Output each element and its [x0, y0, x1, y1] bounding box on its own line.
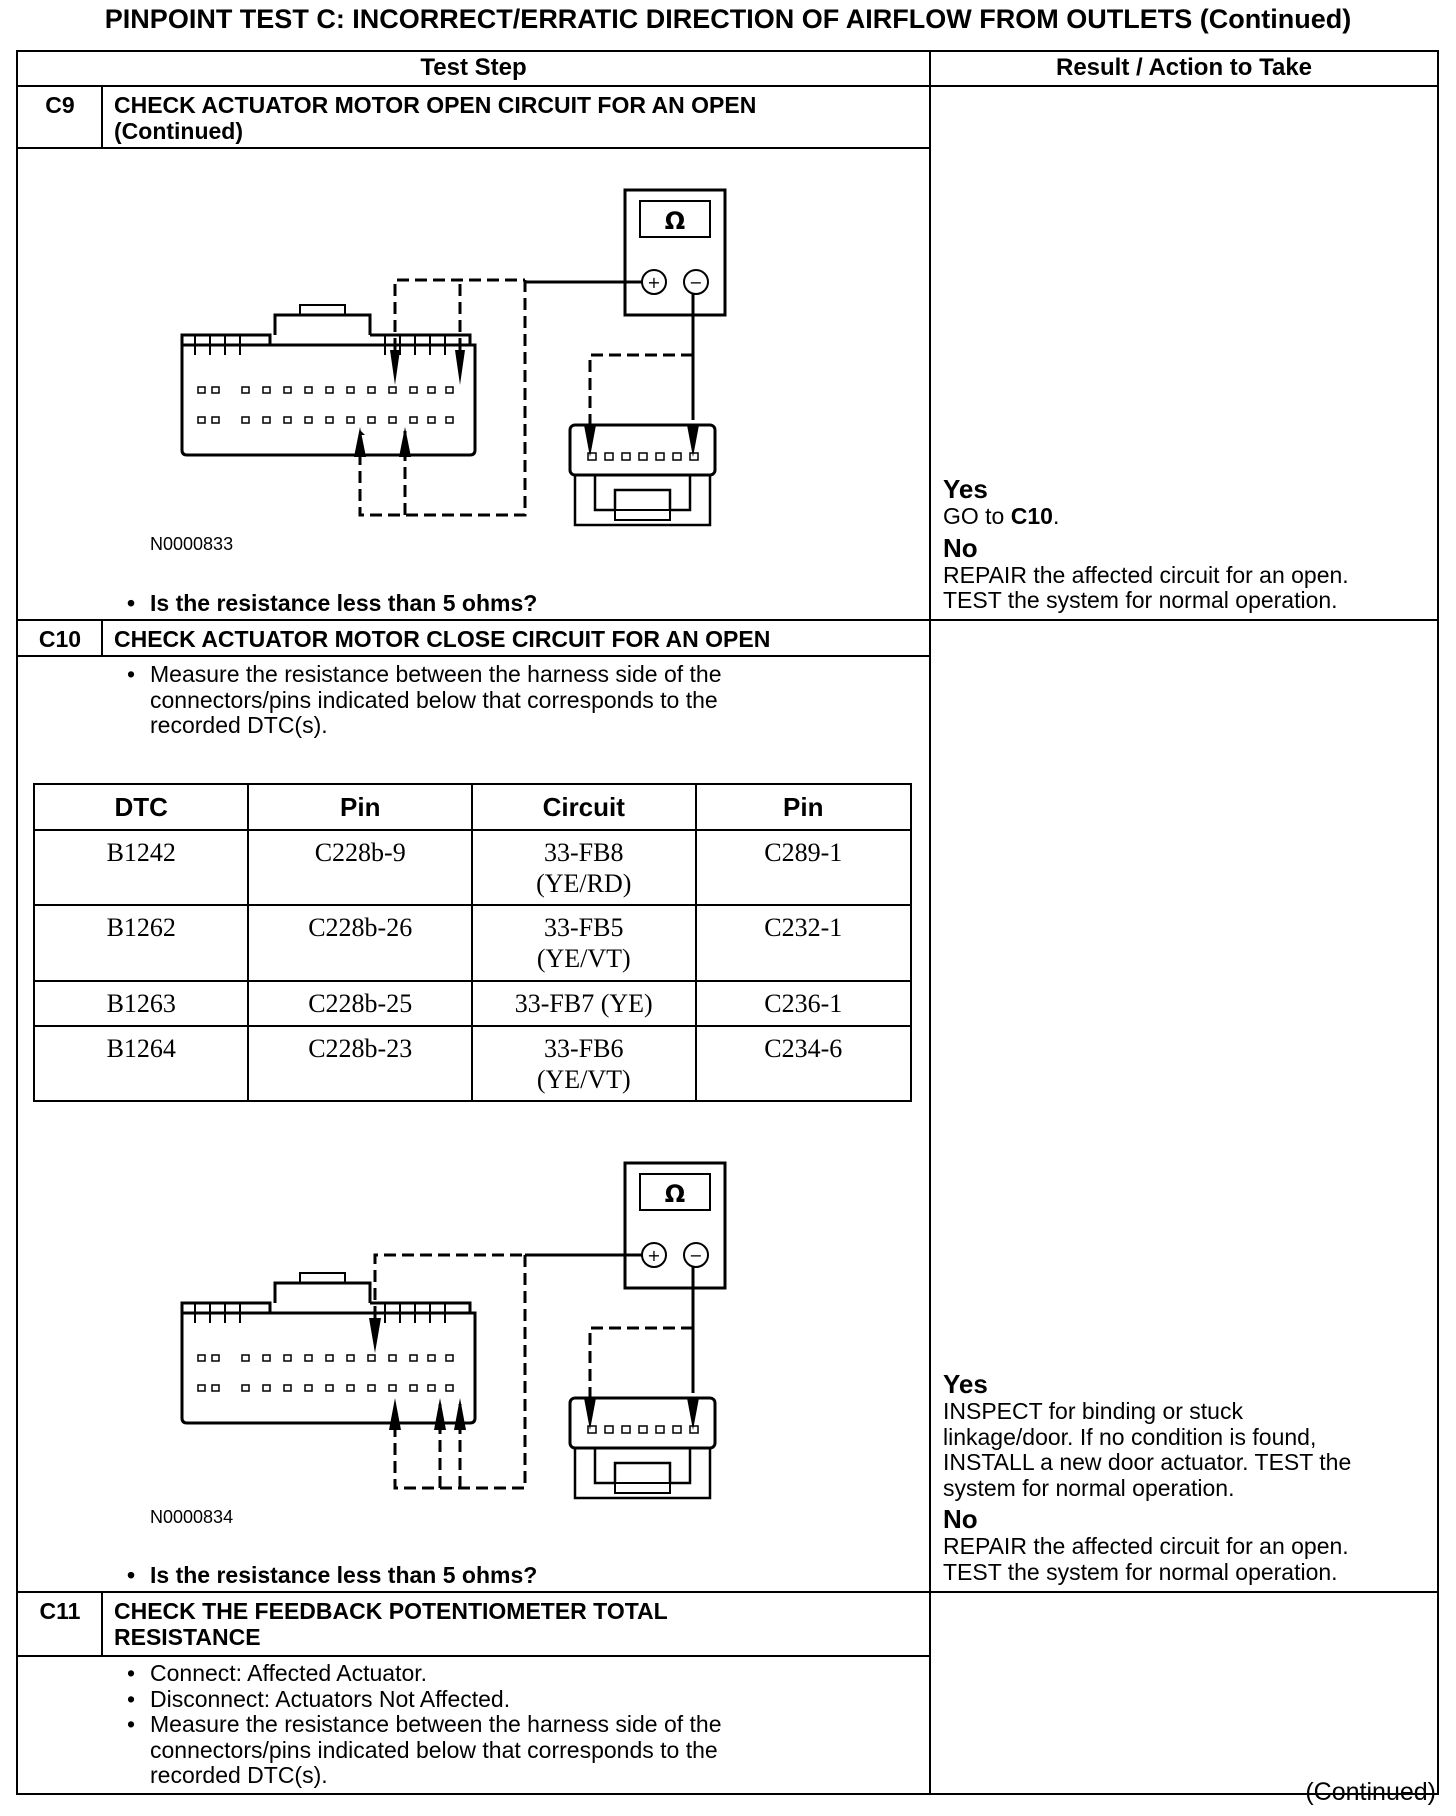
minus-terminal-icon: − [689, 273, 703, 292]
continued-label: (Continued) [1305, 1778, 1436, 1806]
table-row: B1262 C228b-26 33-FB5 (YE/VT) C232-1 [34, 905, 911, 981]
plus-terminal-icon: + [647, 273, 661, 292]
step-id-c9: C9 [45, 92, 75, 118]
step-id-c10: C10 [38, 626, 82, 652]
table-row: B1263 C228b-25 33-FB7 (YE) C236-1 [34, 981, 911, 1026]
large-connector-icon [182, 305, 475, 455]
wiring-diagram-c10 [170, 1158, 740, 1513]
step-title-c11: CHECK THE FEEDBACK POTENTIOMETER TOTAL RESISTANCE [114, 1598, 668, 1650]
meter-display: Ω [664, 207, 686, 235]
instruction-c10: • Measure the resistance between the harness side of the connectors/pins indicated below that corresponds to the recorded DTC(s). [126, 661, 722, 738]
no-label-c9: No [943, 532, 978, 563]
question-c9: • Is the resistance less than 5 ohms? [126, 590, 538, 616]
wiring-diagram-c9 [170, 185, 740, 530]
yes-label-c10: Yes [943, 1369, 988, 1399]
meter-display: Ω [664, 1180, 686, 1208]
minus-terminal-icon: − [689, 1246, 703, 1265]
header-result: Result / Action to Take [1055, 54, 1313, 81]
col-header-pin-2: Pin [696, 784, 911, 830]
col-header-dtc: DTC [34, 784, 248, 830]
instruction-c11: • Connect: Affected Actuator. • Disconnect: Actuators Not Affected. • Measure the resistance between the harness side of the connectors/pins indicated below that corresponds to the recorded DTC(s). [126, 1660, 722, 1788]
plus-terminal-icon: + [647, 1246, 661, 1265]
no-label-c10: No [943, 1504, 978, 1534]
yes-label-c9: Yes [943, 474, 988, 504]
table-row: B1242 C228b-9 33-FB8 (YE/RD) C289-1 [34, 830, 911, 905]
step-id-c11: C11 [39, 1598, 81, 1624]
figure-id-c10: N0000834 [150, 1507, 234, 1527]
step-title-c10: CHECK ACTUATOR MOTOR CLOSE CIRCUIT FOR AN OPEN [114, 626, 771, 652]
page-title: PINPOINT TEST C: INCORRECT/ERRATIC DIRECTION OF AIRFLOW FROM OUTLETS (Continued) [104, 4, 1352, 34]
result-c9: Yes GO to C10. No REPAIR the affected circuit for an open. TEST the system for normal operation. [943, 474, 1349, 613]
result-c10: Yes INSPECT for binding or stuck linkage/door. If no condition is found, INSTALL a new door actuator. TEST the system for normal operation. No REPAIR the affected circuit for an open. TEST the system for normal operation. [943, 1369, 1352, 1585]
header-test-step: Test Step [420, 54, 527, 81]
col-header-circuit: Circuit [472, 784, 696, 830]
table-row: B1264 C228b-23 33-FB6 (YE/VT) C234-6 [34, 1026, 911, 1101]
large-connector-icon [182, 1273, 475, 1423]
ohmmeter [625, 190, 725, 315]
figure-id-c9: N0000833 [150, 534, 234, 554]
yes-action-c9: GO to C10. [943, 503, 1060, 529]
question-c10: • Is the resistance less than 5 ohms? [126, 1562, 538, 1588]
col-header-pin: Pin [248, 784, 471, 830]
dtc-pin-table [33, 783, 912, 1102]
ohmmeter [625, 1163, 725, 1288]
step-title-c9: CHECK ACTUATOR MOTOR OPEN CIRCUIT FOR AN OPEN (Continued) [114, 92, 757, 144]
